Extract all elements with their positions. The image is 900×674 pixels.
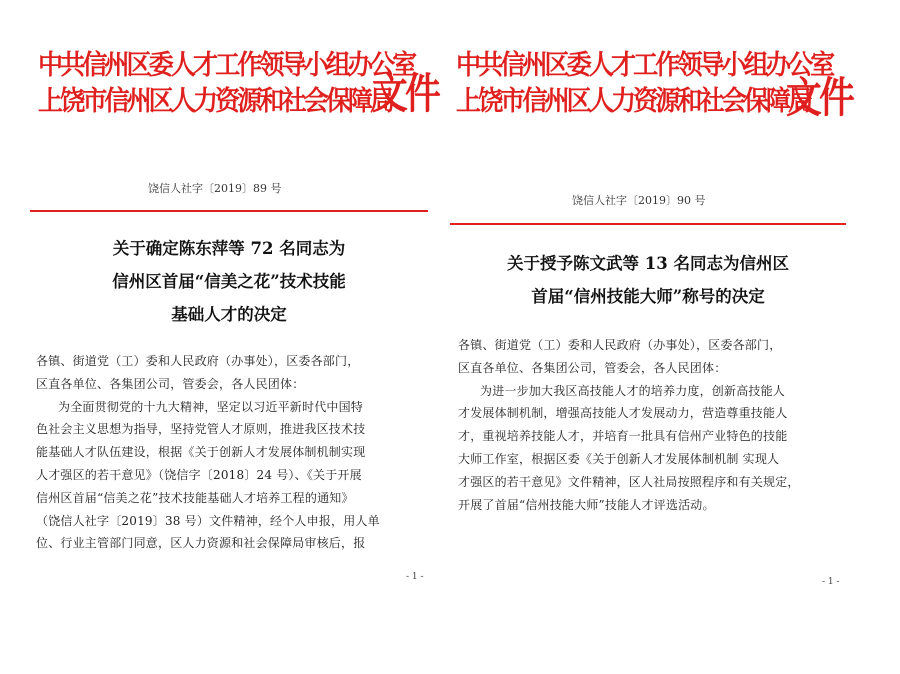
issuer-line-1: 中共信州区委人才工作领导小组办公室 — [456, 50, 833, 81]
body-line: 才，重视培养技能人才，并培育一批具有信州产业特色的技能 — [458, 429, 788, 444]
body-line: 色社会主义思想为指导，坚持党管人才原则，推进我区技术技 — [36, 422, 366, 437]
document-title — [30, 232, 428, 331]
issuer-line-2: 上饶市信州区人力资源和社会保障局 — [38, 86, 393, 117]
document-number: 饶信人社字〔2019〕90 号 — [572, 194, 706, 207]
body-line: 才强区的若干意见》文件精神，区人社局按照程序和有关规定， — [458, 474, 800, 489]
red-divider — [450, 223, 846, 225]
body-line: 位、行业主管部门同意，区人力资源和社会保障局审核后，报 — [36, 536, 366, 551]
page-number: - 1 - — [822, 577, 840, 587]
body-line: 各镇、街道党（工）委和人民政府（办事处），区委各部门， — [458, 338, 782, 352]
title-line: 首届“信州技能大师”称号的决定 — [531, 287, 765, 306]
issuer-line-1: 中共信州区委人才工作领导小组办公室 — [38, 50, 415, 81]
document-body — [458, 334, 846, 516]
red-divider — [30, 210, 428, 212]
body-line: 各镇、街道党（工）委和人民政府（办事处），区委各部门， — [36, 354, 360, 368]
title-line: 信州区首届“信美之花”技术技能 — [112, 272, 346, 291]
body-line: 为全面贯彻党的十九大精神，坚定以习近平新时代中国特 — [58, 399, 364, 414]
body-line: 才发展体制机制，增强高技能人才发展动力，营造尊重技能人 — [458, 406, 788, 421]
title-line: 关于授予陈文武等 13 名同志为信州区 — [507, 254, 789, 273]
body-line: 为进一步加大我区高技能人才的培养力度，创新高技能人 — [480, 383, 786, 398]
body-line: （饶信人社字〔2019〕38 号）文件精神，经个人申报，用人单 — [36, 513, 380, 528]
title-line: 基础人才的决定 — [171, 305, 287, 324]
body-line: 大师工作室，根据区委《关于创新人才发展体制机制 实现人 — [458, 451, 780, 466]
document-body — [36, 350, 428, 555]
body-line: 区直各单位、各集团公司，管委会，各人民团体： — [36, 376, 305, 391]
body-line: 开展了首届“信州技能大师”技能人才评选活动。 — [458, 497, 715, 512]
title-line: 关于确定陈东萍等 72 名同志为 — [112, 239, 346, 258]
page-number: - 1 - — [406, 572, 424, 582]
document-title — [450, 247, 846, 313]
body-line: 区直各单位、各集团公司，管委会，各人民团体： — [458, 360, 727, 375]
body-line: 能基础人才队伍建设，根据《关于创新人才发展体制机制实现 — [36, 445, 366, 460]
doc-type-label: 文件 — [786, 73, 853, 122]
body-line: 信州区首届“信美之花”技术技能基础人才培养工程的通知》 — [36, 490, 354, 505]
body-line: 人才强区的若干意见》（饶信字〔2018〕24 号）、《关于开展 — [36, 467, 362, 482]
document-number: 饶信人社字〔2019〕89 号 — [148, 182, 282, 195]
issuer-line-2: 上饶市信州区人力资源和社会保障局 — [456, 86, 811, 117]
doc-type-label: 文件 — [372, 69, 439, 118]
